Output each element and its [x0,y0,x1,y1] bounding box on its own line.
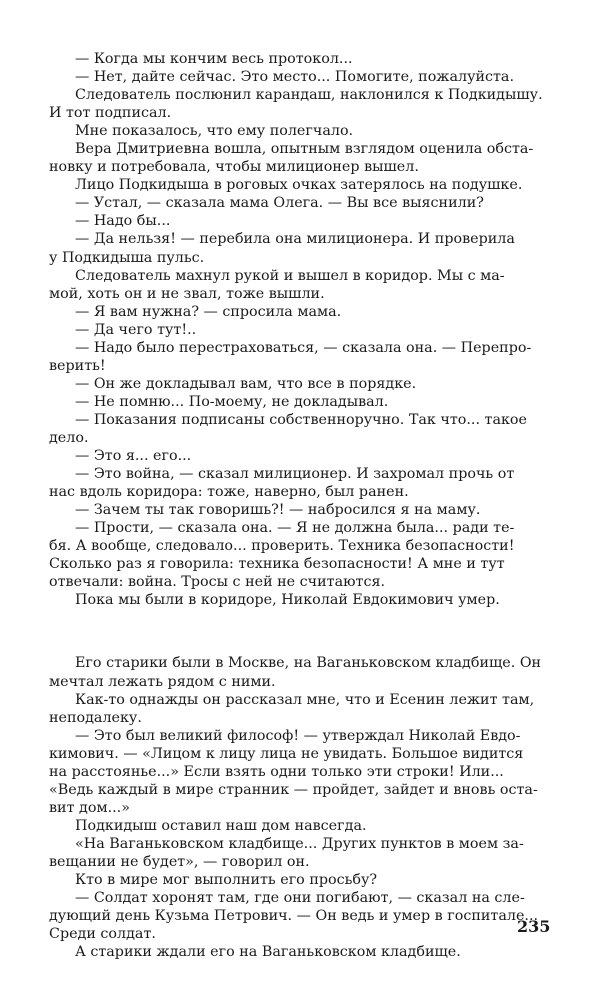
text-line: А старики ждали его на Ваганьковском кладбище. [75,944,461,961]
section-cemetery [49,654,553,961]
text-line: Следователь махнул рукой и вышел в коридор. Мы с ма- [75,267,505,284]
text-line: Пока мы были в коридоре, Николай Евдокимович умер. [75,592,500,609]
text-line: неподалеку. [49,709,142,726]
text-line: дело. [49,429,89,446]
text-line: Подкидыш оставил наш дом навсегда. [75,817,367,834]
text-line: верить! [49,357,106,374]
text-line: бя. А вообще, следовало... проверить. Техника безопасности! [49,538,515,555]
text-line: — Это я... его... [75,448,192,465]
text-line: «На Ваганьковском кладбище... Других пунктов в моем за- [75,835,524,852]
section-hospital [49,50,553,609]
text-line: Следователь послюнил карандаш, наклонился к Подкидышу. [75,87,543,104]
text-line: — Это был великий философ! — утверждал Николай Евдо- [75,727,521,744]
text-line: на расстоянье...» Если взять одни только эти строки! Или... [49,763,504,780]
text-line: — Когда мы кончим весь протокол... [75,51,353,67]
text-line: — Надо бы... [75,213,171,230]
text-line: нас вдоль коридора: тоже, наверно, был ранен. [49,484,409,501]
text-line: — Я вам нужна? — спросила мама. [75,303,342,320]
text-line: Его старики были в Москве, на Ваганьковском кладбище. Он [75,655,542,672]
text-line: отвечали: война. Тросы с ней не считаются. [49,574,386,591]
text-line: — Не помню... По-моему, не докладывал. [75,393,389,410]
text-line: мечтал лежать рядом с ними. [49,673,276,690]
text-line: Мне показалось, что ему полегчало. [75,123,354,140]
text-line: кимович. — «Лицом к лицу лица не увидать. Большое видится [49,745,524,762]
text-line: Как-то однажды он рассказал мне, что и Есенин лежит там, [75,691,535,708]
text-line: — Да чего тут!.. [75,321,197,338]
text-line: — Это война, — сказал милиционер. И захромал прочь от [75,466,515,483]
page-number: 235 [517,917,551,936]
text-line: — Прости, — сказала она. — Я не должна была... ради те- [75,520,515,537]
text-line: вещании не будет», — говорил он. [49,853,310,870]
text-line: новку и потребовала, чтобы милиционер вышел. [49,159,419,176]
text-line: Вера Дмитриевна вошла, опытным взглядом оценила обста- [75,141,534,158]
text-line: «Ведь каждый в мире странник — пройдет, зайдет и вновь оста- [49,781,538,798]
section-break [49,609,553,654]
text-line: — Зачем ты так говоришь?! — набросился я на маму. [75,502,481,519]
text-line: у Подкидыша пульс. [49,249,205,266]
text-line: Лицо Подкидыша в роговых очках затерялось на подушке. [75,177,523,194]
text-line: — Солдат хоронят там, где они погибают, — сказал на сле- [75,890,525,907]
text-line: И тот подписал. [49,105,172,122]
text-line: Кто в мире мог выполнить его просьбу? [75,872,378,889]
body-text [49,50,553,961]
text-line: Сколько раз я говорила: техника безопасности! А мне и тут [49,556,505,573]
text-line: — Он же докладывал вам, что все в порядке. [75,375,417,392]
text-line: мой, хоть он и не звал, тоже вышли. [49,285,325,302]
text-line: — Устал, — сказала мама Олега. — Вы все выяснили? [75,195,484,212]
text-line: — Нет, дайте сейчас. Это место... Помогите, пожалуйста. [75,69,514,86]
text-line: — Показания подписаны собственноручно. Так что... такое [75,411,527,428]
text-line: — Надо было перестраховаться, — сказала она. — Перепро- [75,339,532,356]
text-line: дующий день Кузьма Петрович. — Он ведь и умер в госпитале... [49,908,539,925]
text-line: — Да нельзя! — перебила она милиционера. И проверила [75,231,515,248]
text-line: Среди солдат. [49,926,156,943]
text-line: вит дом...» [49,799,130,816]
